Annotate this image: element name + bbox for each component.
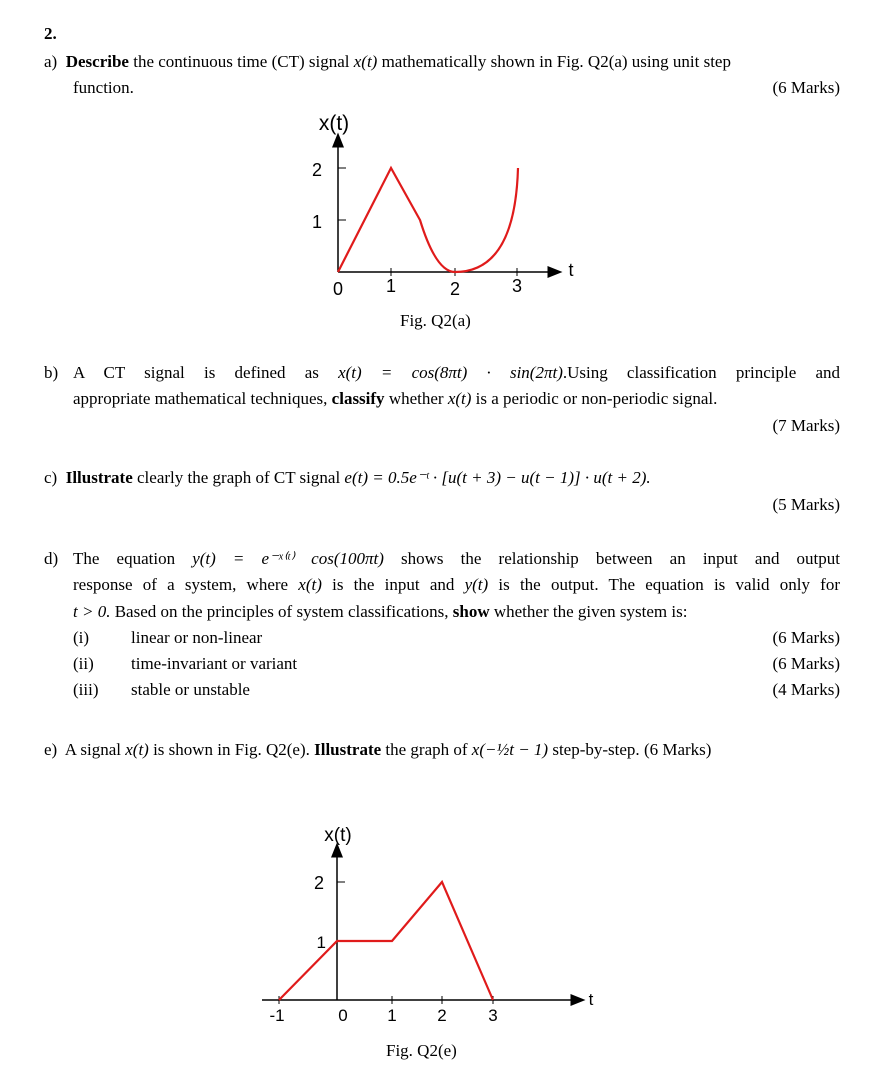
part-d-item-1-marks: (6 Marks) <box>772 628 840 647</box>
part-e-symbol: x(t) <box>125 740 149 759</box>
part-b-marks: (7 Marks) <box>772 416 840 435</box>
part-a-symbol: x(t) <box>353 52 378 71</box>
q2e-ytick-label-1: 1 <box>316 933 326 952</box>
part-d-input-symbol: x(t) <box>298 575 322 594</box>
part-d-line2 <box>73 575 840 595</box>
q2a-signal-curve <box>338 168 518 272</box>
part-b-keyword: classify <box>331 389 385 408</box>
part-b-line1-text2: .Using classification principle and <box>562 363 841 382</box>
part-d-item-2-marks: (6 Marks) <box>772 654 840 673</box>
part-b-label: b) <box>44 363 59 382</box>
part-e-marks: (6 Marks) <box>643 740 712 759</box>
q2e-xtick-label-2: 2 <box>437 1006 447 1025</box>
q2a-caption: Fig. Q2(a) <box>400 311 471 330</box>
part-c-line1 <box>44 468 651 488</box>
part-a-line1 <box>44 52 731 72</box>
part-e-keyword: Illustrate <box>314 740 382 759</box>
part-a-text2: mathematically shown in Fig. Q2(a) using unit step <box>381 52 731 71</box>
part-d-item-2-text: time-invariant or variant <box>131 654 298 673</box>
part-a-label: a) <box>44 52 58 71</box>
part-d-item-3-text: stable or unstable <box>131 680 250 699</box>
part-d-line1-text1: The equation <box>73 549 176 568</box>
q2a-xtick-label-0: 0 <box>332 279 344 299</box>
question-number: 2. <box>44 24 57 43</box>
part-d-line2-text1: response of a system, where <box>73 575 289 594</box>
q2e-y-label: x(t) <box>324 825 352 846</box>
part-a-marks: (6 Marks) <box>772 78 840 97</box>
part-d-output-symbol: y(t) <box>464 575 489 594</box>
part-e-equation: x(−½t − 1) <box>471 740 549 759</box>
part-c-label: c) <box>44 468 58 487</box>
part-d-line2-text2: is the input and <box>332 575 455 594</box>
part-d-item-1-text: linear or non-linear <box>131 628 263 647</box>
q2a-x-label: t <box>568 260 574 280</box>
part-d-line1 <box>73 549 840 569</box>
part-d-line2-text3: is the output. The equation is valid only for <box>498 575 840 594</box>
q2a-xtick-label-3: 3 <box>511 276 523 296</box>
q2a-y-label: x(t) <box>318 112 350 135</box>
part-d-keyword: show <box>452 602 490 621</box>
part-c-text1: clearly the graph of CT signal <box>137 468 341 487</box>
q2e-x-label: t <box>588 990 594 1009</box>
part-e-line1 <box>44 740 711 760</box>
q2e-ytick-label-2: 2 <box>313 873 324 893</box>
part-c-keyword: Illustrate <box>65 468 133 487</box>
part-b-line2-text1: appropriate mathematical techniques, <box>73 389 328 408</box>
part-b-line1-text1: A CT signal is defined as <box>73 363 319 382</box>
figure-q2e <box>0 815 884 1035</box>
part-d-condition: t > 0. <box>73 602 111 621</box>
part-b-line1 <box>73 363 840 383</box>
part-d-line1-text2: shows the relationship between an input and output <box>401 549 841 568</box>
part-b-equation: x(t) = cos(8πt) · sin(2πt) <box>338 363 563 382</box>
part-c-equation: e(t) = 0.5e⁻ᵗ · [u(t + 3) − u(t − 1)] · u(t + 2). <box>344 468 651 487</box>
q2a-xtick-label-2: 2 <box>449 279 461 299</box>
part-e-text3: the graph of <box>385 740 468 759</box>
part-d-item-1-num: (i) <box>73 628 90 647</box>
part-e-label: e) <box>44 740 58 759</box>
part-a-line2: function. <box>73 78 134 97</box>
part-d-equation: y(t) = e⁻ˣ⁽ᵗ⁾ cos(100πt) <box>192 549 384 568</box>
part-a-keyword: Describe <box>65 52 129 71</box>
q2a-ytick-label-2: 2 <box>311 160 322 180</box>
q2a-xtick-label-1: 1 <box>385 276 397 296</box>
part-d-line3-text2: whether the given system is: <box>493 602 688 621</box>
part-a-text1: the continuous time (CT) signal <box>133 52 350 71</box>
q2e-xtick-label-1: 1 <box>387 1006 397 1025</box>
part-e-text1: A signal <box>64 740 121 759</box>
q2e-caption: Fig. Q2(e) <box>386 1041 457 1060</box>
part-d-item-3-marks: (4 Marks) <box>772 680 840 699</box>
part-e-text4: step-by-step. <box>552 740 640 759</box>
part-d-item-2-num: (ii) <box>73 654 94 673</box>
q2e-xtick-label-3: 3 <box>488 1006 498 1025</box>
part-d-line3-text1: Based on the principles of system classifications, <box>114 602 449 621</box>
q2e-xtick-label-0: 0 <box>338 1006 348 1025</box>
part-b-line2-text3: is a periodic or non-periodic signal. <box>475 389 718 408</box>
part-d-item-3-num: (iii) <box>73 680 99 699</box>
part-e-text2: is shown in Fig. Q2(e). <box>153 740 310 759</box>
part-b-symbol: x(t) <box>447 389 472 408</box>
part-b-line2 <box>73 389 717 409</box>
part-b-line2-text2: whether <box>388 389 444 408</box>
q2e-xtick-label--1: -1 <box>269 1006 285 1025</box>
figure-q2a <box>0 100 884 340</box>
part-c-marks: (5 Marks) <box>772 495 840 514</box>
part-d-line3 <box>73 602 687 622</box>
q2a-ytick-label-1: 1 <box>311 212 322 232</box>
q2e-signal-line <box>279 882 493 1000</box>
part-d-label: d) <box>44 549 59 568</box>
